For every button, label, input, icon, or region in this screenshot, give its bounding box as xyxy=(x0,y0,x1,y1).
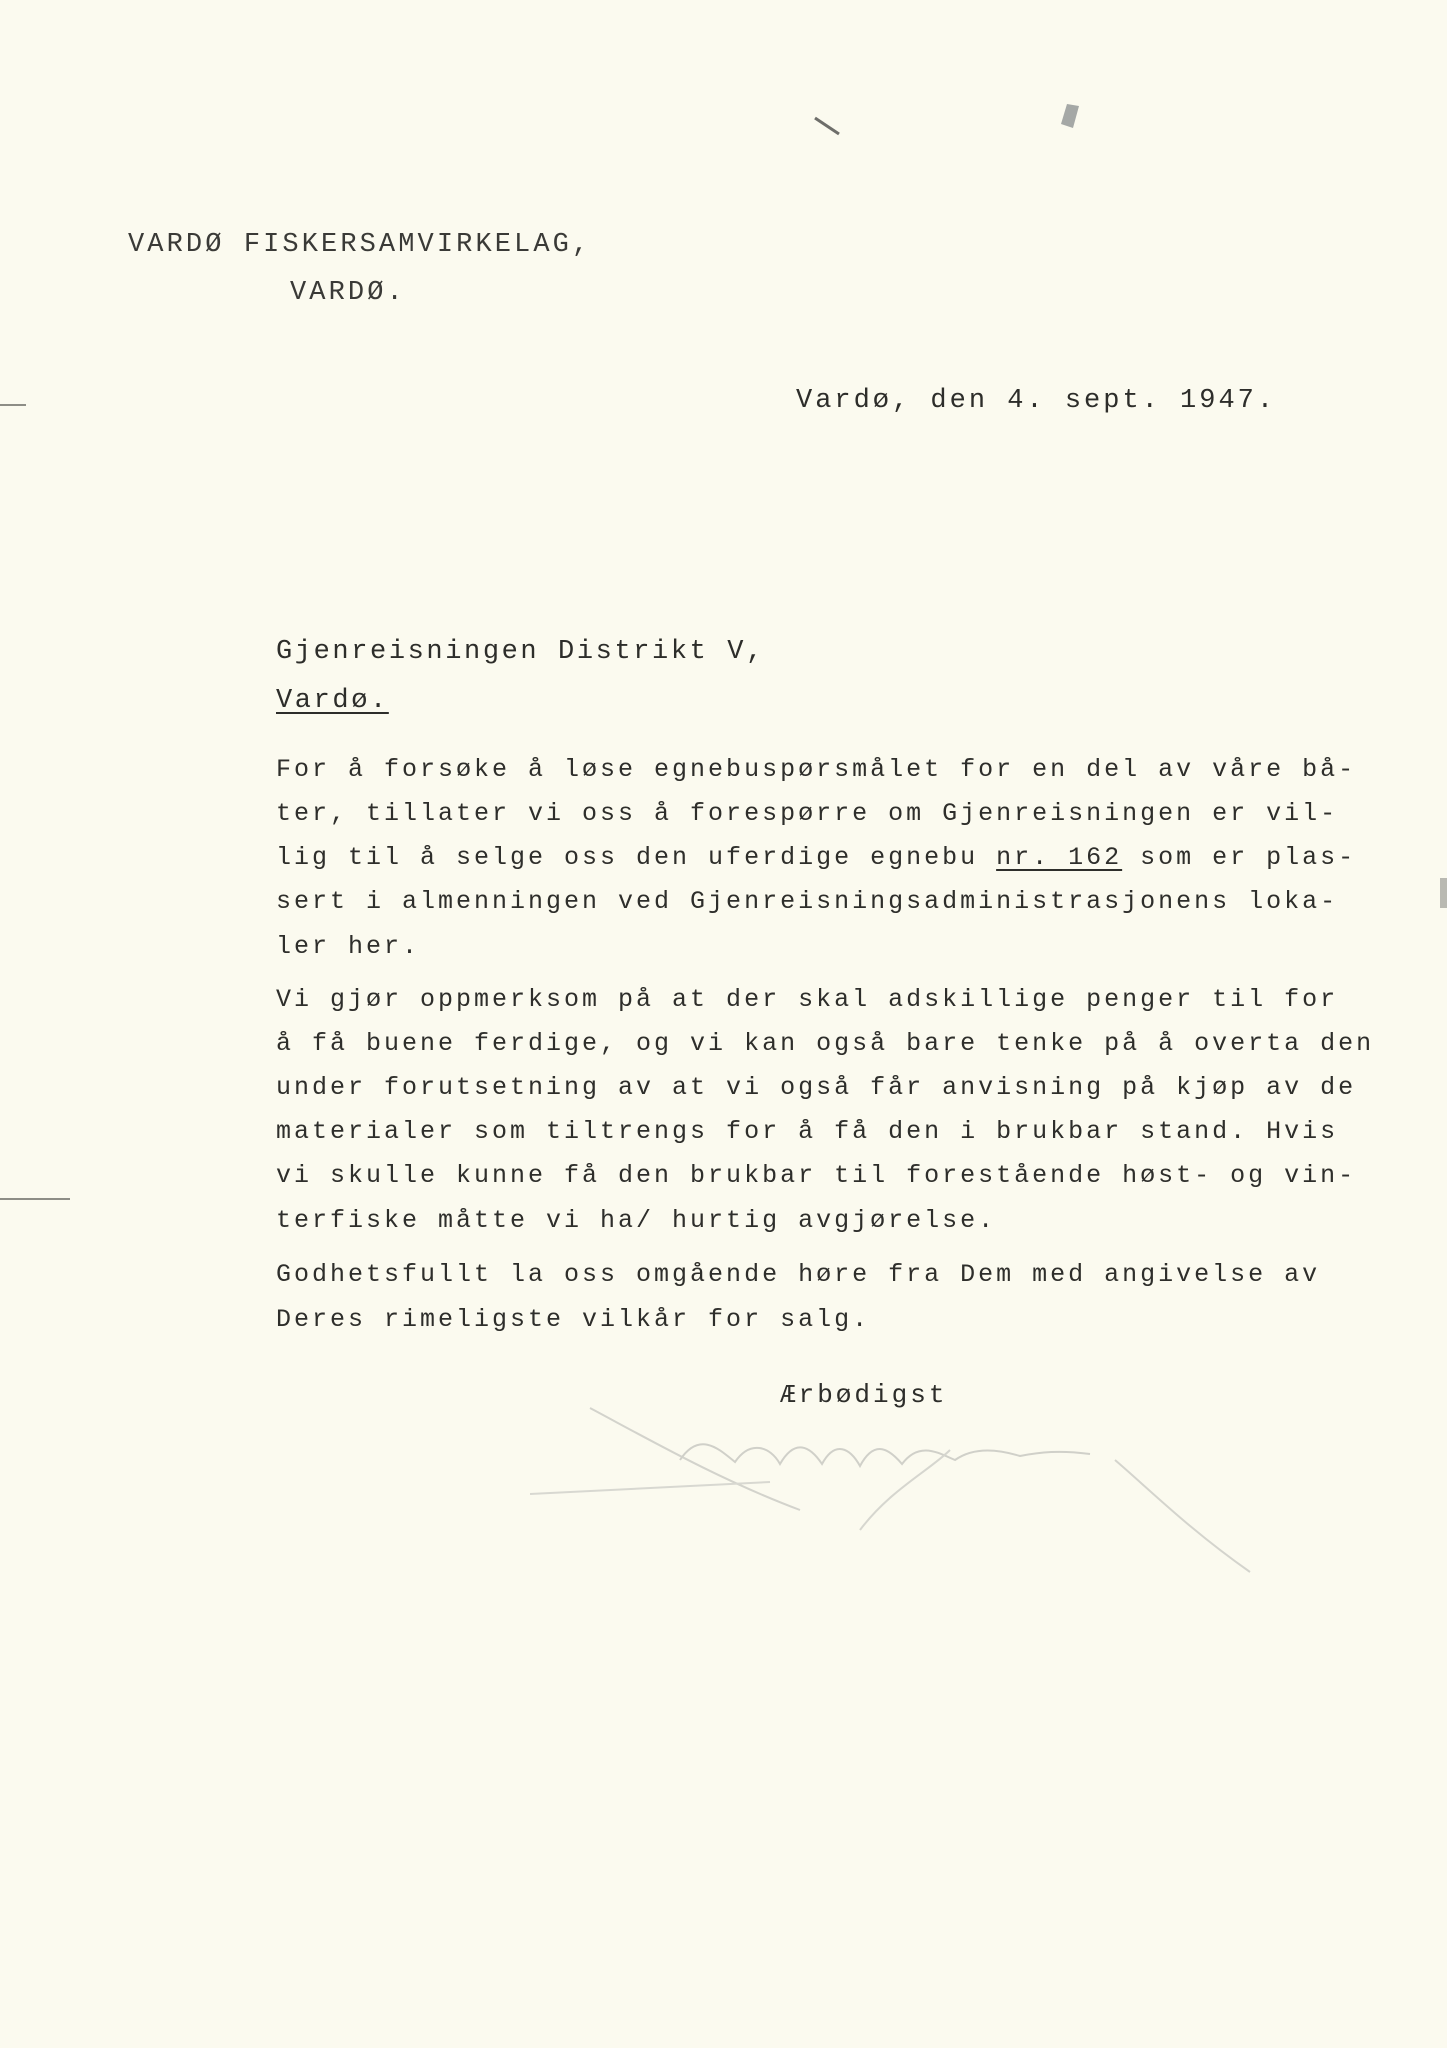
recipient-name: Gjenreisningen Distrikt V, xyxy=(276,637,765,667)
paragraph-2-line-5: vi skulle kunne få den brukbar til forestående høst- og vin- xyxy=(276,1161,1357,1190)
paragraph-3-line-1: Godhetsfullt la oss omgående høre fra Dem med angivelse av xyxy=(276,1260,1321,1289)
paragraph-2-line-1: Vi gjør oppmerksom på at der skal adskillige penger til for xyxy=(276,985,1339,1014)
paragraph-1-line-2: ter, tillater vi oss å forespørre om Gjenreisningen er vil- xyxy=(276,799,1339,828)
pencil-mark-top xyxy=(805,100,1095,160)
signature-mark xyxy=(530,1390,1260,1580)
edge-mark-right xyxy=(1440,878,1447,908)
edge-mark-left-1 xyxy=(0,404,26,406)
dateline: Vardø, den 4. sept. 1947. xyxy=(796,386,1277,416)
recipient-town: Vardø. xyxy=(276,686,389,716)
paragraph-2-line-3: under forutsetning av at vi også får anvisning på kjøp av de xyxy=(276,1073,1357,1102)
edge-mark-left-2 xyxy=(0,1198,70,1200)
closing-salutation: Ærbødigst xyxy=(780,1380,948,1410)
paragraph-1-line-5: ler her. xyxy=(276,932,421,961)
paragraph-1-line-1: For å forsøke å løse egnebuspørsmålet for en del av våre bå- xyxy=(276,755,1357,784)
paragraph-1-line-3-start: lig til å selge oss den uferdige egnebu xyxy=(276,843,997,872)
sender-town: VARDØ. xyxy=(290,278,406,308)
paragraph-3-line-2: Deres rimeligste vilkår for salg. xyxy=(276,1305,871,1334)
paragraph-2-line-2: å få buene ferdige, og vi kan også bare tenke på å overta den xyxy=(276,1029,1375,1058)
paragraph-1-line-3 xyxy=(276,843,1356,873)
paragraph-2-line-4: materialer som tiltrengs for å få den i brukbar stand. Hvis xyxy=(276,1117,1339,1146)
underlined-reference-number: nr. 162 xyxy=(996,843,1123,872)
paragraph-2-line-6: terfiske måtte vi ha/ hurtig avgjørelse. xyxy=(276,1206,997,1235)
paragraph-1-line-4: sert i almenningen ved Gjenreisningsadministrasjonens loka- xyxy=(276,887,1339,916)
sender-name: VARDØ FISKERSAMVIRKELAG, xyxy=(128,230,592,260)
paragraph-1-line-3-end: som er plas- xyxy=(1122,843,1357,872)
